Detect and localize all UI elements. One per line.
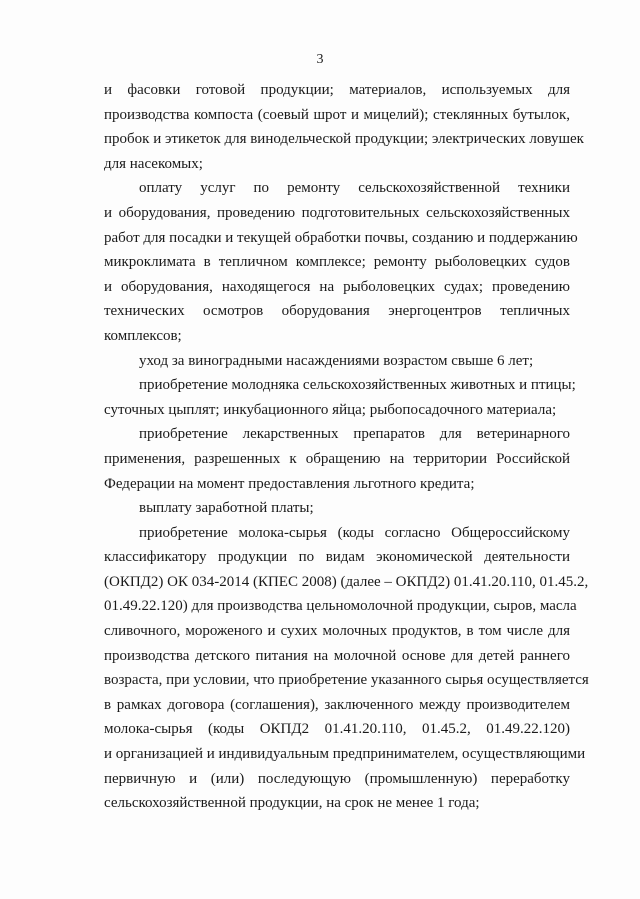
text-line: работ для посадки и текущей обработки почвы, созданию и поддержанию: [104, 229, 578, 246]
text-line: технических осмотров оборудования энергоцентров тепличных: [104, 303, 570, 320]
paragraph: [104, 521, 589, 816]
text-line: комплексов;: [104, 327, 182, 344]
text-line: и оборудования, находящегося на рыболовецких судах; проведению: [104, 278, 570, 295]
text-line: возраста, при условии, что приобретение указанного сырья осуществляется: [104, 672, 589, 689]
paragraph: [104, 78, 584, 176]
text-line: приобретение лекарственных препаратов для ветеринарного: [139, 426, 570, 443]
paragraph: [104, 373, 576, 422]
text-line: производства детского питания на молочной основе для детей раннего: [104, 647, 570, 664]
text-line: пробок и этикеток для винодельческой продукции; электрических ловушек: [104, 131, 584, 148]
text-line: Федерации на момент предоставления льготного кредита;: [104, 475, 475, 492]
paragraph: [104, 176, 578, 348]
text-line: приобретение молока-сырья (коды согласно Общероссийскому: [139, 524, 570, 541]
text-line: (ОКПД2) ОК 034-2014 (КПЕС 2008) (далее – ОКПД2) 01.41.20.110, 01.45.2,: [104, 573, 589, 590]
text-line: 01.49.22.120) для производства цельномолочной продукции, сыров, масла: [104, 598, 577, 615]
text-line: в рамках договора (соглашения), заключенного между производителем: [104, 696, 570, 713]
text-line: молока-сырья (коды ОКПД2 01.41.20.110, 01.45.2, 01.49.22.120): [104, 721, 570, 738]
text-line: уход за виноградными насаждениями возрастом свыше 6 лет;: [139, 352, 534, 369]
text-line: первичную и (или) последующую (промышленную) переработку: [104, 770, 570, 787]
text-line: и оборудования, проведению подготовительных сельскохозяйственных: [104, 204, 570, 221]
text-line: оплату услуг по ремонту сельскохозяйственной техники: [139, 180, 570, 197]
paragraph: [104, 349, 570, 374]
text-line: и фасовки готовой продукции; материалов, используемых для: [104, 82, 570, 98]
text-line: микроклимата в тепличном комплексе; ремонту рыболовецких судов: [104, 254, 570, 271]
paragraph: [104, 496, 570, 521]
text-line: сельскохозяйственной продукции, на срок не менее 1 года;: [104, 795, 480, 812]
text-line: выплату заработной платы;: [139, 500, 314, 517]
document-body: [104, 78, 589, 816]
page-number: 3: [316, 52, 324, 67]
text-line: классификатору продукции по видам экономической деятельности: [104, 549, 570, 566]
text-line: производства компоста (соевый шрот и мицелий); стеклянных бутылок,: [104, 106, 570, 123]
paragraph: [104, 422, 570, 496]
text-line: приобретение молодняка сельскохозяйственных животных и птицы;: [139, 377, 576, 394]
text-line: применения, разрешенных к обращению на территории Российской: [104, 450, 570, 467]
text-line: сливочного, мороженого и сухих молочных продуктов, в том числе для: [104, 623, 570, 640]
text-line: суточных цыплят; инкубационного яйца; рыбопосадочного материала;: [104, 401, 557, 418]
text-line: и организацией и индивидуальным предпринимателем, осуществляющими: [104, 746, 586, 763]
text-line: для насекомых;: [104, 155, 203, 172]
